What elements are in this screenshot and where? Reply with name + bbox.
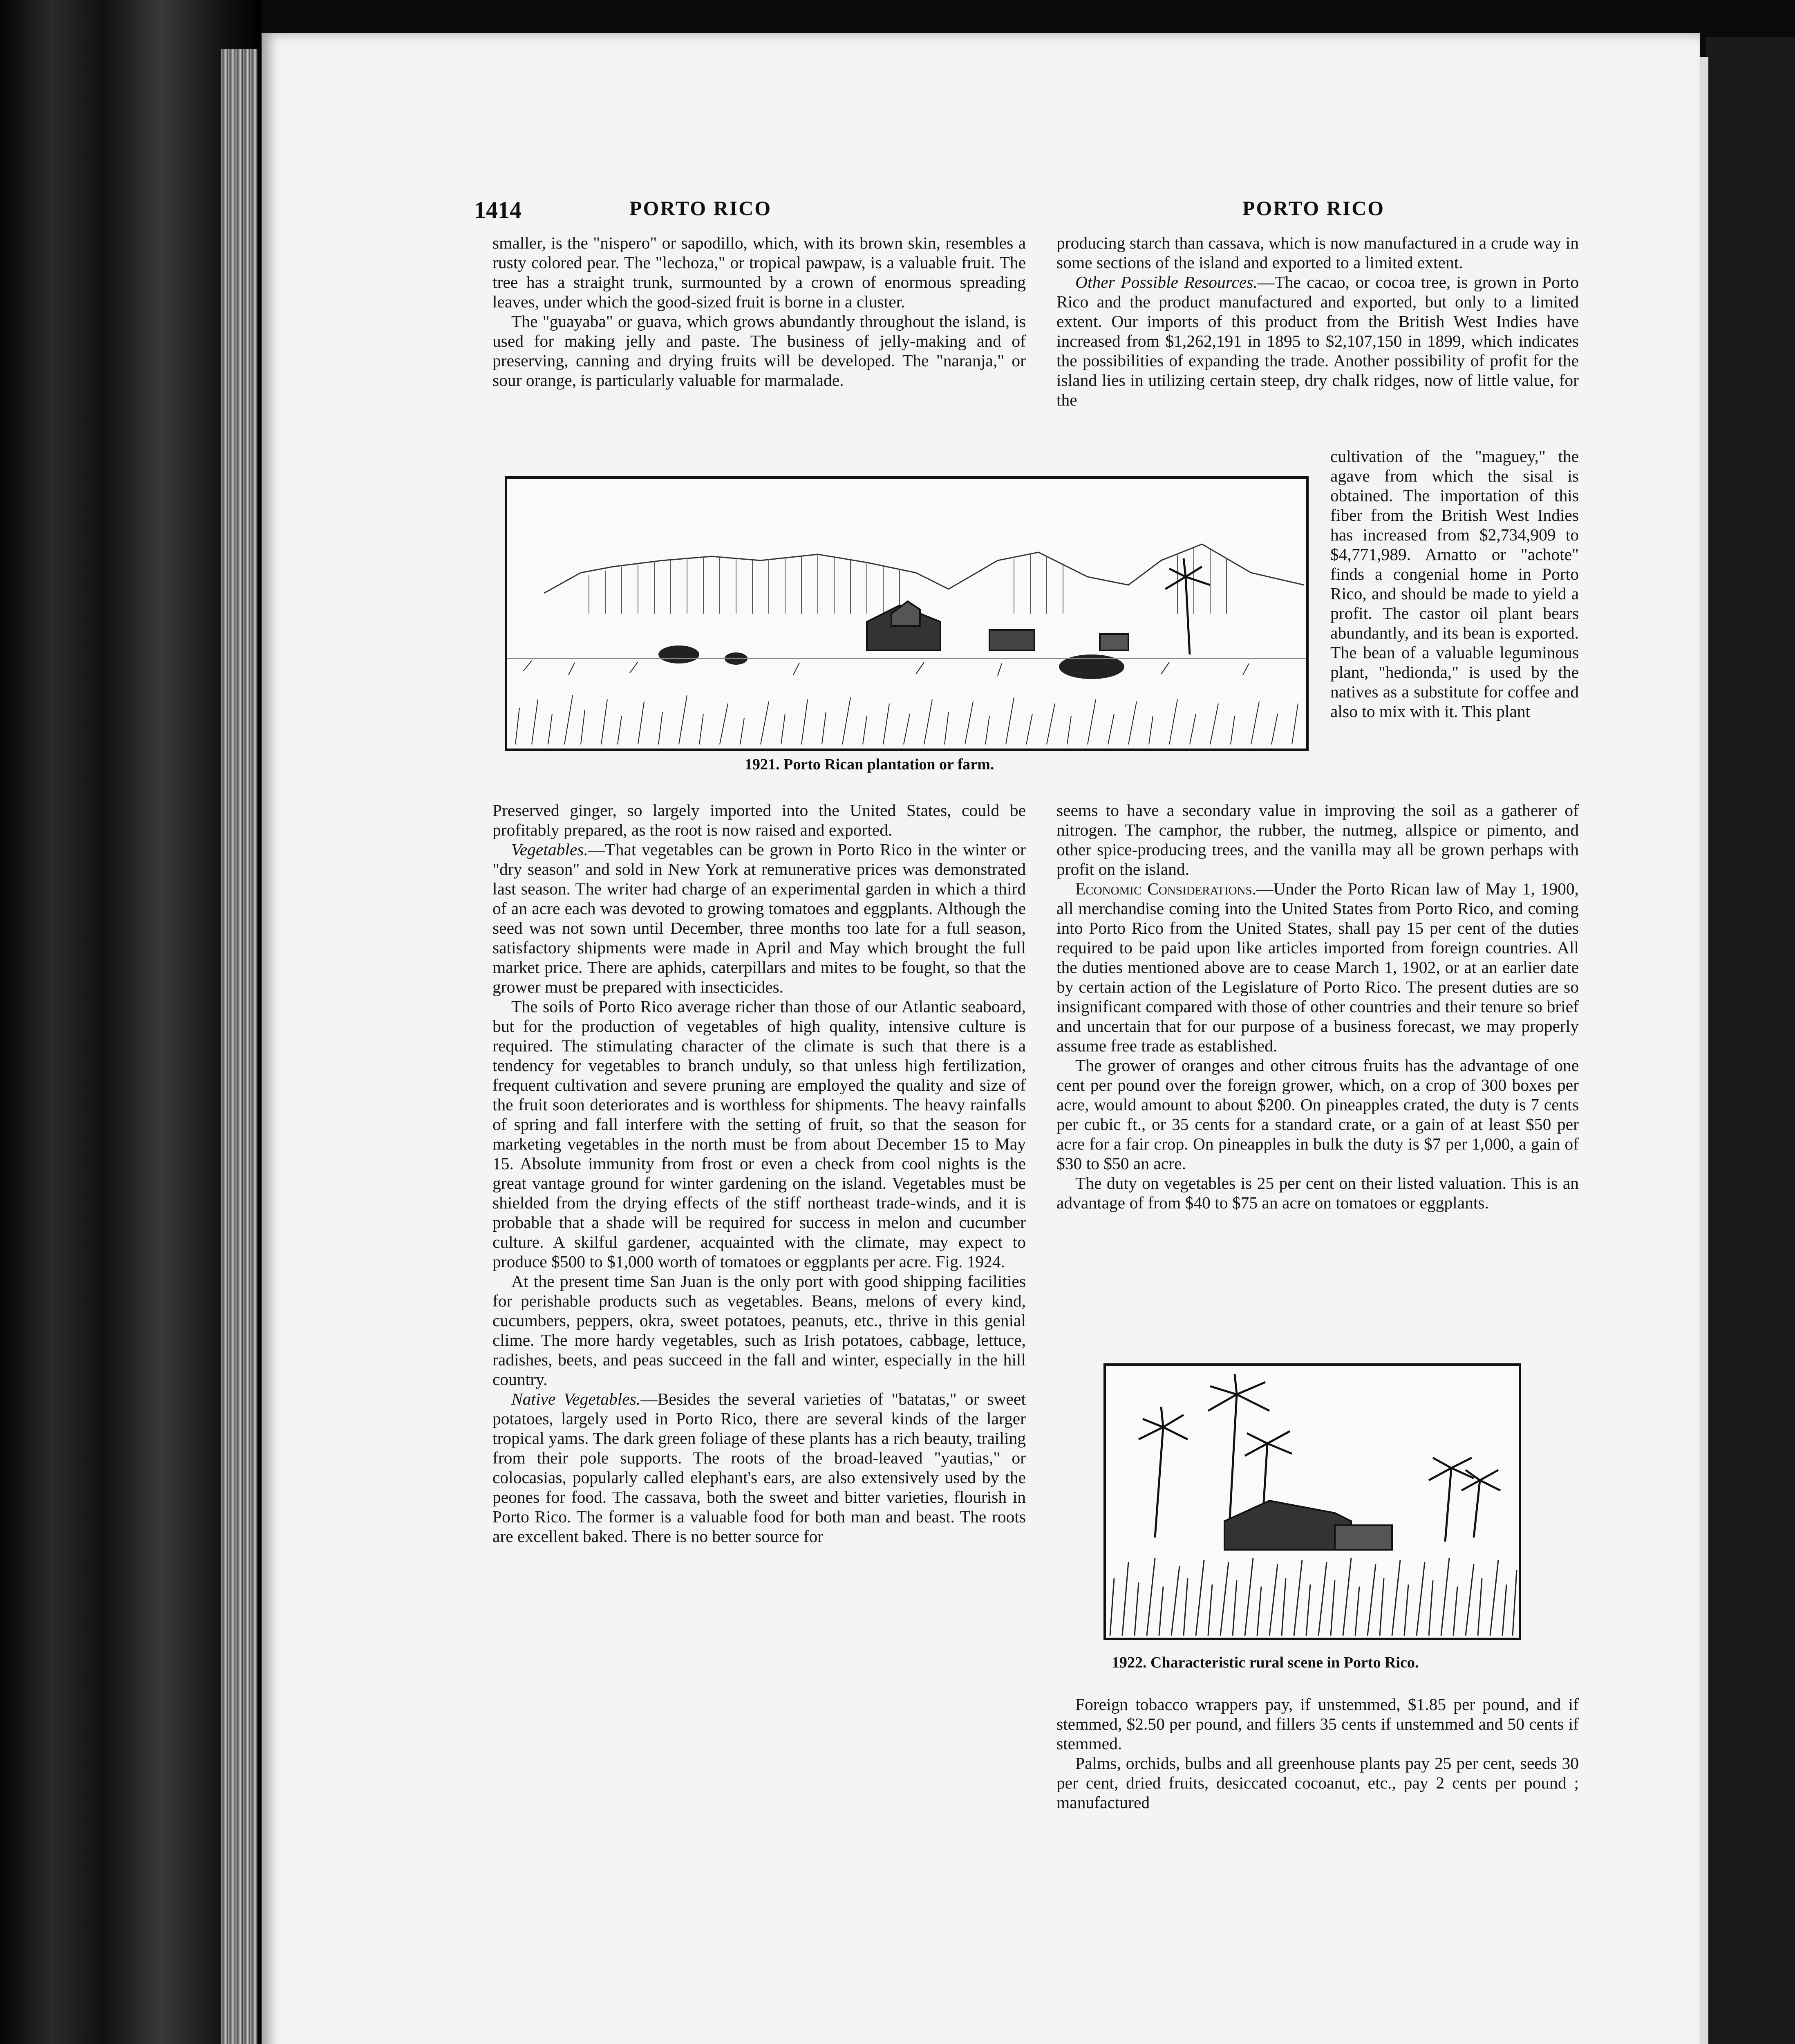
paragraph: cultivation of the "maguey," the agave from which the sisal is obtained. The importation of this fiber from the British West Indies has increased from $2,734,909 to $4,771,989. Arnatto or "achote" finds a congenial home in Porto Rico, and should be made to yield a profit. The castor oil plant bears abundantly, and its bean is exported. The bean of a valuable leguminous plant, "hedionda," is used by the natives as a substitute for coffee and also to mix with it. This plant	[1330, 447, 1579, 721]
left-column-bottom	[492, 800, 1026, 1546]
left-column-top	[492, 233, 1026, 390]
paragraph: The grower of oranges and other citrous fruits has the advantage of one cent per pound over the foreign grower, which, on a crop of 300 boxes per acre, would amount to about $200. On pineapples crated, the duty is 7 cents per cubic ft., or 35 cents for a standard crate, or a gain of at least $50 per acre for a fair crop. On pineapples in bulk the duty is $7 per 1,000, a gain of $30 to $50 an acre.	[1056, 1056, 1579, 1173]
running-head-left: PORTO RICO	[629, 197, 772, 220]
paragraph: producing starch than cassava, which is now manufactured in a crude way in some sections of the island and exported to a limited extent.	[1056, 233, 1579, 272]
page-gutter-strip	[1700, 57, 1708, 2044]
section-heading: Other Possible Resources.	[1075, 273, 1258, 291]
paragraph: Economic Considerations.—Under the Porto Rican law of May 1, 1900, all merchandise coming into the United States from Porto Rico, and coming into Porto Rico from the United States, shall pay 15 per cent of the duties required to be paid upon like articles imported from foreign countries. All the duties mentioned above are to cease March 1, 1902, or at an earlier date by certain action of the Legislature of Porto Rico. The present duties are so insignificant compared with those of other countries and their tenure so brief and uncertain that for our purpose of a business forecast, we may properly assume free trade as established.	[1056, 879, 1579, 1055]
page-stack-edge	[221, 49, 257, 2044]
figure-1922-caption: 1922. Characteristic rural scene in Porto Rico.	[1112, 1654, 1419, 1671]
paragraph: At the present time San Juan is the only port with good shipping facilities for perishable products such as vegetables. Beans, melons of every kind, cucumbers, peppers, okra, sweet potatoes, peanuts, etc., thrive in this genial clime. The more hardy vegetables, such as Irish potatoes, cabbage, lettuce, radishes, beets, and peas succeed in the fall and winter, especially in the hill country.	[492, 1272, 1026, 1389]
section-heading: Native Vegetables.	[511, 1390, 641, 1408]
plantation-engraving	[507, 479, 1306, 749]
section-heading: Economic Considerations.	[1075, 879, 1257, 898]
facing-page-edge	[1706, 37, 1795, 2044]
paragraph: Native Vegetables.—Besides the several varieties of "batatas," or sweet potatoes, largely used in Porto Rico, there are several kinds of the larger tropical yams. The dark green foliage of these plants has a rich beauty, trailing from their pole supports. The roots of the broad-leaved "yautias," or colocasias, popularly called elephant's ears, are also extensively used by the peones for food. The cassava, both the sweet and bitter varieties, flourish in Porto Rico. The former is a valuable food for both man and beast. The roots are excellent baked. There is no better source for	[492, 1390, 1026, 1546]
paragraph: smaller, is the "nispero" or sapodillo, which, with its brown skin, resembles a rusty colored pear. The "lechoza," or tropical pawpaw, is a valuable fruit. The tree has a straight trunk, surmounted by a crown of enormous spreading leaves, under which the good-sized fruit is borne in a cluster.	[492, 233, 1026, 311]
section-heading: Vegetables.	[511, 840, 588, 859]
figure-plantation-illustration	[505, 476, 1309, 751]
right-column-middle	[1056, 800, 1579, 1213]
figure-rural-scene-illustration	[1103, 1363, 1521, 1640]
paragraph: Palms, orchids, bulbs and all greenhouse plants pay 25 per cent, seeds 30 per cent, dried fruits, desiccated cocoanut, etc., pay 2 cents per pound ; manufactured	[1056, 1754, 1579, 1812]
page-number: 1414	[474, 197, 521, 223]
figure-1921-caption: 1921. Porto Rican plantation or farm.	[745, 756, 994, 773]
paragraph: Other Possible Resources.—The cacao, or cocoa tree, is grown in Porto Rico and the product manufactured and exported, but only to a limited extent. Our imports of this product from the British West Indies have increased from $1,262,191 in 1895 to $2,107,150 in 1899, which indicates the possibilities of expanding the trade. Another possibility of profit for the island lies in utilizing certain steep, dry chalk ridges, now of little value, for the	[1056, 273, 1579, 409]
paragraph: seems to have a secondary value in improving the soil as a gatherer of nitrogen. The camphor, the rubber, the nutmeg, allspice or pimento, and other spice-producing trees, and the vanilla may all be grown perhaps with profit on the island.	[1056, 801, 1579, 879]
paragraph: The duty on vegetables is 25 per cent on their listed valuation. This is an advantage of from $40 to $75 an acre on tomatoes or eggplants.	[1056, 1174, 1579, 1212]
paragraph: Foreign tobacco wrappers pay, if unstemmed, $1.85 per pound, and if stemmed, $2.50 per pound, and fillers 35 cents if unstemmed and 50 cents if stemmed.	[1056, 1695, 1579, 1753]
paragraph: The "guayaba" or guava, which grows abundantly throughout the island, is used for making jelly and paste. The business of jelly-making and of preserving, canning and drying fruits will be developed. The "naranja," or sour orange, is particularly valuable for marmalade.	[492, 312, 1026, 390]
right-column-bottom	[1056, 1694, 1579, 1812]
paragraph: Preserved ginger, so largely imported into the United States, could be profitably prepared, as the root is now raised and exported.	[492, 801, 1026, 839]
rural-scene-engraving	[1106, 1366, 1519, 1638]
right-column-wrap	[1330, 446, 1579, 721]
right-column-top	[1056, 233, 1579, 410]
running-head-right: PORTO RICO	[1242, 197, 1385, 220]
paragraph: Vegetables.—That vegetables can be grown in Porto Rico in the winter or "dry season" and sold in New York at remunerative prices was demonstrated last season. The writer had charge of an experimental garden in which a third of an acre each was devoted to growing tomatoes and eggplants. Although the seed was not sown until December, three months too late for a full season, satisfactory shipments were made in April and May which brought the full market price. There are aphids, caterpillars and mites to be fought, so that the grower must be prepared with insecticides.	[492, 840, 1026, 996]
paragraph: The soils of Porto Rico average richer than those of our Atlantic seaboard, but for the production of vegetables of high quality, intensive culture is required. The stimulating character of the climate is such that there is a tendency for vegetables to branch unduly, so that unless high fertilization, frequent cultivation and severe pruning are employed the quality and size of the fruit soon deteriorates and is worthless for shipments. The heavy rainfalls of spring and fall interfere with the setting of fruit, so that the season for marketing vegetables in the north must be from about December 15 to May 15. Absolute immunity from frost or even a check from cool nights is the great vantage ground for winter gardening on the island. Vegetables must be shielded from the drying effects of the stiff northeast trade-winds, and it is probable that a shade will be required for success in melon and cucumber culture. A skilful gardener, acquainted with the climate, may expect to produce $500 to $1,000 worth of tomatoes or eggplants per acre. Fig. 1924.	[492, 997, 1026, 1271]
